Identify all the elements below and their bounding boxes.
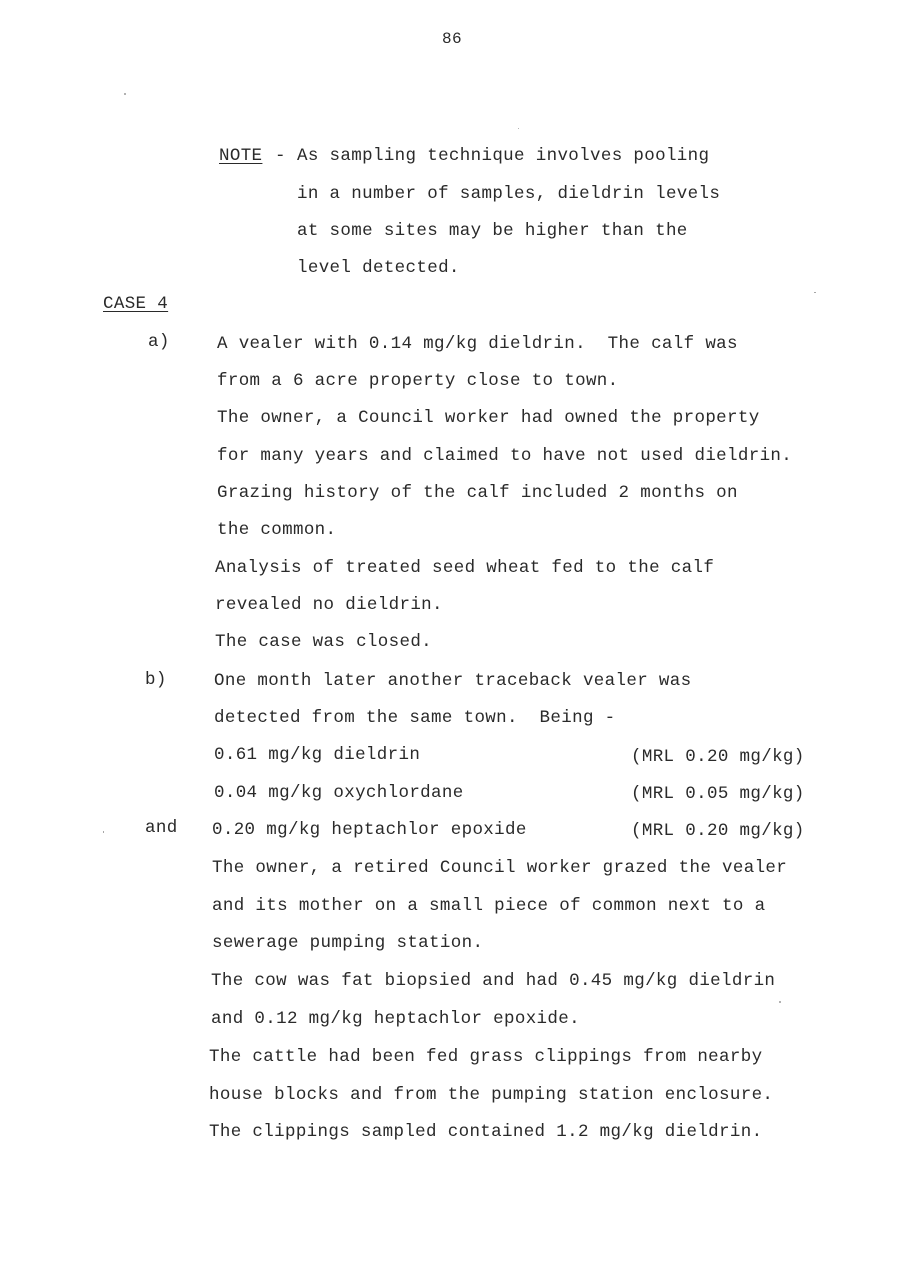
item-b-line: and its mother on a small piece of common next to a: [212, 896, 766, 916]
residue-value: 0.61 mg/kg dieldrin: [214, 745, 421, 765]
scan-speck: [124, 93, 126, 95]
residue-mrl: (MRL 0.05 mg/kg): [631, 784, 805, 804]
item-b-line: house blocks and from the pumping station enclosure.: [209, 1085, 774, 1105]
item-a-line: The case was closed.: [215, 632, 433, 652]
note-line: As sampling technique involves pooling: [297, 146, 710, 166]
item-b-line: sewerage pumping station.: [212, 933, 484, 953]
scan-speck: [518, 128, 519, 129]
item-b-marker: b): [145, 670, 167, 690]
item-b-line: The owner, a retired Council worker grazed the vealer: [212, 858, 788, 878]
residue-prefix: and: [145, 818, 178, 838]
residue-mrl: (MRL 0.20 mg/kg): [631, 747, 805, 767]
note-dash: -: [275, 146, 286, 166]
residue-value: 0.20 mg/kg heptachlor epoxide: [212, 820, 527, 840]
note-line: level detected.: [297, 258, 460, 278]
scan-speck: [814, 292, 816, 293]
item-b-line: The clippings sampled contained 1.2 mg/kg dieldrin.: [209, 1122, 763, 1142]
item-a-line: from a 6 acre property close to town.: [217, 371, 619, 391]
item-b-line: The cattle had been fed grass clippings from nearby: [209, 1047, 763, 1067]
item-a-line: revealed no dieldrin.: [215, 595, 443, 615]
item-a-line: A vealer with 0.14 mg/kg dieldrin. The calf was: [217, 334, 738, 354]
item-b-intro-line: One month later another traceback vealer was: [214, 671, 692, 691]
residue-value: 0.04 mg/kg oxychlordane: [214, 783, 464, 803]
item-a-marker: a): [148, 332, 170, 352]
note-line: at some sites may be higher than the: [297, 221, 688, 241]
note-line: in a number of samples, dieldrin levels: [297, 184, 721, 204]
item-b-line: and 0.12 mg/kg heptachlor epoxide.: [211, 1009, 580, 1029]
item-a-line: the common.: [217, 520, 337, 540]
scan-speck: [779, 1001, 781, 1003]
scan-speck: [103, 831, 104, 833]
residue-mrl: (MRL 0.20 mg/kg): [631, 821, 805, 841]
item-a-line: for many years and claimed to have not used dieldrin.: [217, 446, 793, 466]
item-a-line: The owner, a Council worker had owned the property: [217, 408, 760, 428]
item-a-line: Grazing history of the calf included 2 months on: [217, 483, 738, 503]
item-a-line: Analysis of treated seed wheat fed to the calf: [215, 558, 715, 578]
note-label: NOTE: [219, 146, 263, 166]
page-number: 86: [442, 30, 462, 48]
item-b-line: The cow was fat biopsied and had 0.45 mg/kg dieldrin: [211, 971, 776, 991]
case-heading: CASE 4: [103, 294, 169, 314]
item-b-intro-line: detected from the same town. Being -: [214, 708, 616, 728]
